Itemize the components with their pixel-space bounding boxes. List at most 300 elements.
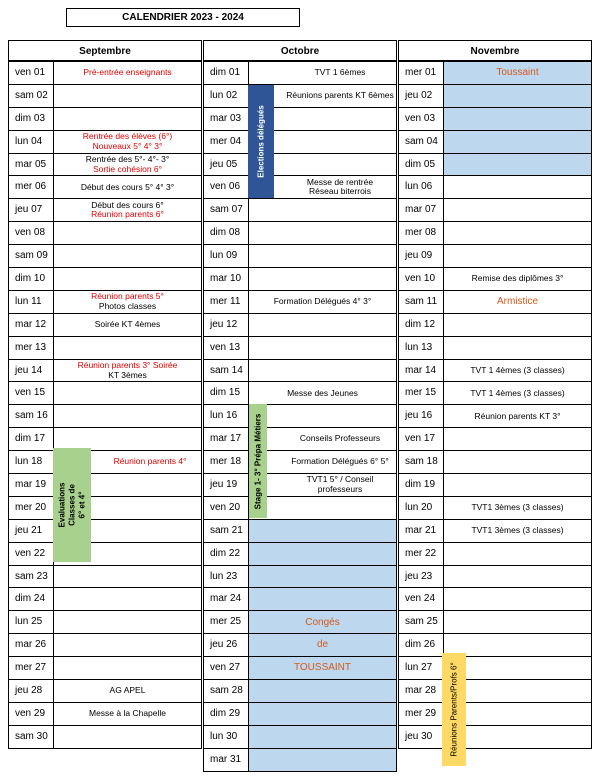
day-events [249, 268, 396, 290]
day-row [9, 703, 201, 726]
day-events [54, 154, 201, 176]
day-events [444, 382, 591, 404]
day-label: lun 06 [399, 176, 444, 198]
day-label: mer 04 [204, 131, 249, 153]
day-row [399, 497, 591, 520]
day-events [54, 588, 201, 610]
day-label: mer 01 [399, 62, 444, 84]
day-row [204, 726, 396, 749]
event-text: TVT1 5° / Conseil professeurs [306, 474, 374, 494]
day-row [9, 268, 201, 291]
event-text: Formation Délégués 4° 3° [273, 296, 372, 307]
event-text: Conseils Professeurs [299, 433, 381, 444]
day-label: mer 08 [399, 222, 444, 244]
event-text: Réunion parents KT 3° [474, 410, 561, 421]
event-text: Nouveaux 5° 4° 3° [92, 140, 163, 151]
day-events [444, 222, 591, 244]
day-events [284, 85, 396, 107]
day-events [444, 726, 591, 748]
day-row [204, 451, 396, 474]
day-events [444, 634, 591, 656]
day-row [399, 108, 591, 131]
day-events [249, 291, 396, 313]
day-row [399, 268, 591, 291]
day-label: mer 20 [9, 497, 54, 519]
day-events [284, 428, 396, 450]
day-row [204, 245, 396, 268]
event-text: Messe à la Chapelle [88, 708, 166, 719]
day-label: sam 11 [399, 291, 444, 313]
day-label: jeu 02 [399, 85, 444, 107]
event-text: Réunion parents 6° [91, 209, 164, 220]
day-label: lun 09 [204, 245, 249, 267]
day-row [9, 291, 201, 314]
day-row [9, 108, 201, 131]
day-events [54, 382, 201, 404]
day-row [399, 131, 591, 154]
day-events [249, 245, 396, 267]
event-text: KT 3èmes [108, 369, 147, 380]
day-events [54, 634, 201, 656]
day-row [204, 749, 396, 772]
day-label: jeu 23 [399, 566, 444, 588]
day-label: mar 26 [9, 634, 54, 656]
day-events [444, 108, 591, 130]
day-row [204, 474, 396, 497]
day-row [9, 474, 201, 497]
day-label: sam 25 [399, 611, 444, 633]
day-events [54, 108, 201, 130]
day-events [444, 520, 591, 542]
month-header: Octobre [203, 40, 397, 62]
event-text: de [316, 639, 329, 651]
day-row [9, 85, 201, 108]
day-row [9, 611, 201, 634]
day-label: dim 24 [9, 588, 54, 610]
day-events [444, 85, 591, 107]
day-events [444, 657, 591, 679]
reunions-bar: Réunions Parents/Profs 6° [442, 653, 466, 766]
day-events [444, 703, 591, 725]
day-label: sam 30 [9, 726, 54, 748]
day-row [9, 131, 201, 154]
day-label: lun 20 [399, 497, 444, 519]
day-row [204, 268, 396, 291]
day-row [399, 360, 591, 383]
event-text: Début des cours 5° 4° 3° [80, 181, 175, 192]
day-label: mer 13 [9, 337, 54, 359]
month-header: Novembre [398, 40, 592, 62]
day-label: ven 29 [9, 703, 54, 725]
day-label: lun 11 [9, 291, 54, 313]
day-row [9, 634, 201, 657]
day-label: mar 05 [9, 154, 54, 176]
day-row [9, 337, 201, 360]
day-events [444, 566, 591, 588]
day-label: sam 04 [399, 131, 444, 153]
day-label: mar 21 [399, 520, 444, 542]
day-label: mar 24 [204, 588, 249, 610]
day-row [9, 726, 201, 749]
day-events [249, 634, 396, 656]
day-row [204, 497, 396, 520]
day-row [399, 337, 591, 360]
event-text: TVT1 3èmes (3 classes) [471, 502, 564, 513]
event-text: Messe de rentrée [306, 176, 374, 187]
day-row [9, 405, 201, 428]
day-events [54, 62, 201, 84]
day-label: sam 14 [204, 360, 249, 382]
day-label: lun 04 [9, 131, 54, 153]
day-events [444, 497, 591, 519]
day-label: mar 14 [399, 360, 444, 382]
day-label: sam 16 [9, 405, 54, 427]
day-row [9, 680, 201, 703]
stage-bar: Stage 1- 3° Prépa Métiers [249, 404, 267, 518]
day-row [204, 520, 396, 543]
month-body [203, 62, 397, 772]
day-label: jeu 16 [399, 405, 444, 427]
day-row [399, 566, 591, 589]
day-events [444, 680, 591, 702]
event-text: TVT 1 6èmes [314, 67, 366, 78]
day-row [9, 360, 201, 383]
day-label: ven 15 [9, 382, 54, 404]
day-row [204, 634, 396, 657]
event-text: Réunions parents KT 6èmes [286, 90, 394, 101]
day-label: dim 29 [204, 703, 249, 725]
day-label: sam 23 [9, 566, 54, 588]
day-row [399, 680, 591, 703]
day-events [54, 291, 201, 313]
day-row [204, 176, 396, 199]
day-row [399, 405, 591, 428]
day-label: jeu 28 [9, 680, 54, 702]
day-label: dim 03 [9, 108, 54, 130]
day-row [9, 566, 201, 589]
day-row [204, 405, 396, 428]
day-row [399, 154, 591, 177]
day-row [9, 154, 201, 177]
day-row [204, 337, 396, 360]
event-text: Toussaint [496, 67, 539, 79]
day-row [399, 176, 591, 199]
day-label: dim 08 [204, 222, 249, 244]
day-events [444, 268, 591, 290]
day-row [9, 199, 201, 222]
event-text: Rentrée des 5°- 4°- 3° [85, 154, 170, 164]
day-row [204, 85, 396, 108]
day-events [249, 680, 396, 702]
day-row [9, 314, 201, 337]
day-events [444, 474, 591, 496]
day-row [399, 85, 591, 108]
day-label: jeu 09 [399, 245, 444, 267]
day-row [204, 314, 396, 337]
day-label: sam 21 [204, 520, 249, 542]
day-label: ven 13 [204, 337, 249, 359]
month-body [398, 62, 592, 749]
day-events [54, 611, 201, 633]
day-events [54, 657, 201, 679]
day-label: dim 05 [399, 154, 444, 176]
event-text: Formation Délégués 6° 5° [291, 456, 389, 467]
day-events [249, 314, 396, 336]
day-label: mar 12 [9, 314, 54, 336]
day-events [249, 703, 396, 725]
day-events [54, 245, 201, 267]
calendar-title: CALENDRIER 2023 - 2024 [66, 8, 300, 27]
day-label: ven 06 [204, 176, 249, 198]
day-events [54, 131, 201, 153]
day-row [204, 131, 396, 154]
day-label: mer 11 [204, 291, 249, 313]
day-events [444, 337, 591, 359]
day-label: mar 31 [204, 749, 249, 771]
day-events [249, 405, 396, 427]
day-row [204, 680, 396, 703]
day-events [444, 314, 591, 336]
day-events [54, 199, 201, 221]
day-label: sam 09 [9, 245, 54, 267]
event-text: TVT 1 4èmes (3 classes) [470, 387, 565, 398]
day-events [54, 566, 201, 588]
event-text: Réunion parents 4° [113, 456, 187, 467]
day-row [399, 245, 591, 268]
day-row [399, 543, 591, 566]
day-label: mer 06 [9, 176, 54, 198]
event-text: TOUSSAINT [293, 662, 352, 674]
day-row [204, 428, 396, 451]
day-label: lun 27 [399, 657, 444, 679]
day-row [399, 62, 591, 85]
day-events [54, 405, 201, 427]
day-row [9, 588, 201, 611]
day-label: sam 02 [9, 85, 54, 107]
day-events [54, 680, 201, 702]
day-events [444, 588, 591, 610]
day-label: ven 20 [204, 497, 249, 519]
event-text: Réseau biterrois [309, 186, 371, 197]
event-text: TVT1 3èmes (3 classes) [471, 525, 564, 535]
day-events [249, 497, 396, 519]
day-events [54, 337, 201, 359]
evaluations-bar: Evaluations Classes de 6° et 4° [53, 448, 91, 562]
day-events [444, 428, 591, 450]
day-label: mer 22 [399, 543, 444, 565]
event-text: Armistice [496, 296, 539, 308]
day-row [399, 520, 591, 543]
day-events [444, 451, 591, 473]
day-label: lun 30 [204, 726, 249, 748]
day-events [444, 176, 591, 198]
day-events [249, 520, 396, 542]
day-row [399, 611, 591, 634]
day-events [249, 566, 396, 588]
day-row [204, 154, 396, 177]
elections-bar: Elections délégués [248, 85, 274, 198]
day-events [54, 314, 201, 336]
day-row [399, 382, 591, 405]
day-events [444, 611, 591, 633]
month-october [203, 40, 397, 772]
day-row [399, 588, 591, 611]
day-label: lun 25 [9, 611, 54, 633]
month-body [8, 62, 202, 749]
day-label: dim 01 [204, 62, 249, 84]
day-events [444, 405, 591, 427]
day-row [399, 291, 591, 314]
month-november [398, 40, 592, 749]
day-label: ven 17 [399, 428, 444, 450]
day-events [249, 611, 396, 633]
day-label: jeu 12 [204, 314, 249, 336]
day-events [284, 176, 396, 198]
day-row [9, 657, 201, 680]
day-label: mar 28 [399, 680, 444, 702]
day-label: dim 19 [399, 474, 444, 496]
day-events [444, 154, 591, 176]
day-label: mar 19 [9, 474, 54, 496]
day-events [249, 657, 396, 679]
event-text: TVT 1 4èmes (3 classes) [470, 364, 565, 375]
day-events [444, 199, 591, 221]
day-events [444, 131, 591, 153]
day-label: lun 16 [204, 405, 249, 427]
day-events [444, 543, 591, 565]
day-row [9, 62, 201, 85]
day-row [204, 703, 396, 726]
event-text: Soirée KT 4èmes [94, 318, 161, 329]
day-row [399, 314, 591, 337]
day-events [249, 382, 396, 404]
day-events [54, 176, 201, 198]
day-events [99, 451, 201, 473]
day-label: jeu 14 [9, 360, 54, 382]
day-events [249, 222, 396, 244]
day-events [54, 268, 201, 290]
day-row [9, 543, 201, 566]
day-row [399, 703, 591, 726]
day-label: dim 26 [399, 634, 444, 656]
event-text: Messe des Jeunes [287, 387, 358, 398]
day-row [9, 222, 201, 245]
day-label: mer 29 [399, 703, 444, 725]
day-events [249, 749, 396, 771]
day-label: mer 15 [399, 382, 444, 404]
day-events [249, 199, 396, 221]
day-label: jeu 26 [204, 634, 249, 656]
day-row [204, 611, 396, 634]
day-label: ven 22 [9, 543, 54, 565]
day-label: mer 27 [9, 657, 54, 679]
day-events [54, 222, 201, 244]
day-events [249, 726, 396, 748]
event-text: Début des cours 6° [91, 199, 164, 210]
event-text: Réunion parents 5° [91, 291, 164, 302]
day-events [284, 474, 396, 496]
day-label: lun 18 [9, 451, 54, 473]
day-row [9, 428, 201, 451]
day-events [249, 360, 396, 382]
event-text: Remise des diplômes 3° [471, 273, 564, 284]
day-row [204, 360, 396, 383]
day-label: dim 10 [9, 268, 54, 290]
day-label: dim 17 [9, 428, 54, 450]
day-label: ven 03 [399, 108, 444, 130]
day-row [204, 291, 396, 314]
day-label: sam 07 [204, 199, 249, 221]
day-label: lun 23 [204, 566, 249, 588]
event-text: Rentrée des élèves (6°) [82, 131, 173, 142]
day-row [204, 657, 396, 680]
day-events [444, 62, 591, 84]
day-events [54, 428, 201, 450]
day-row [399, 428, 591, 451]
day-row [399, 634, 591, 657]
day-label: mar 07 [399, 199, 444, 221]
event-text: Congés [305, 616, 340, 628]
day-row [9, 245, 201, 268]
day-row [204, 108, 396, 131]
day-events [444, 291, 591, 313]
day-row [399, 657, 591, 680]
day-label: ven 10 [399, 268, 444, 290]
day-row [399, 474, 591, 497]
month-header: Septembre [8, 40, 202, 62]
event-text: AG APEL [109, 685, 146, 696]
day-row [204, 222, 396, 245]
day-label: mer 18 [204, 451, 249, 473]
month-september [8, 40, 202, 749]
day-label: dim 15 [204, 382, 249, 404]
day-row [9, 451, 201, 474]
day-row [399, 222, 591, 245]
day-events [54, 726, 201, 748]
day-row [399, 726, 591, 749]
event-text: Pré-entrée enseignants [83, 67, 172, 78]
day-row [399, 451, 591, 474]
day-row [9, 497, 201, 520]
day-label: jeu 05 [204, 154, 249, 176]
day-label: jeu 21 [9, 520, 54, 542]
day-label: jeu 19 [204, 474, 249, 496]
day-events [249, 588, 396, 610]
day-events [284, 451, 396, 473]
event-text: Réunion parents 3° Soirée [77, 360, 178, 371]
day-label: mar 10 [204, 268, 249, 290]
day-label: lun 13 [399, 337, 444, 359]
day-label: mar 17 [204, 428, 249, 450]
day-row [204, 62, 396, 85]
day-events [444, 245, 591, 267]
day-label: ven 08 [9, 222, 54, 244]
day-row [204, 588, 396, 611]
event-text: Photos classes [98, 300, 157, 311]
day-row [204, 543, 396, 566]
event-text: Sortie cohésion 6° [92, 163, 163, 174]
day-label: dim 12 [399, 314, 444, 336]
day-row [204, 199, 396, 222]
day-row [204, 566, 396, 589]
day-row [9, 520, 201, 543]
day-label: mar 03 [204, 108, 249, 130]
day-label: ven 27 [204, 657, 249, 679]
day-events [444, 360, 591, 382]
day-label: ven 24 [399, 588, 444, 610]
day-label: jeu 07 [9, 199, 54, 221]
day-events [54, 85, 201, 107]
